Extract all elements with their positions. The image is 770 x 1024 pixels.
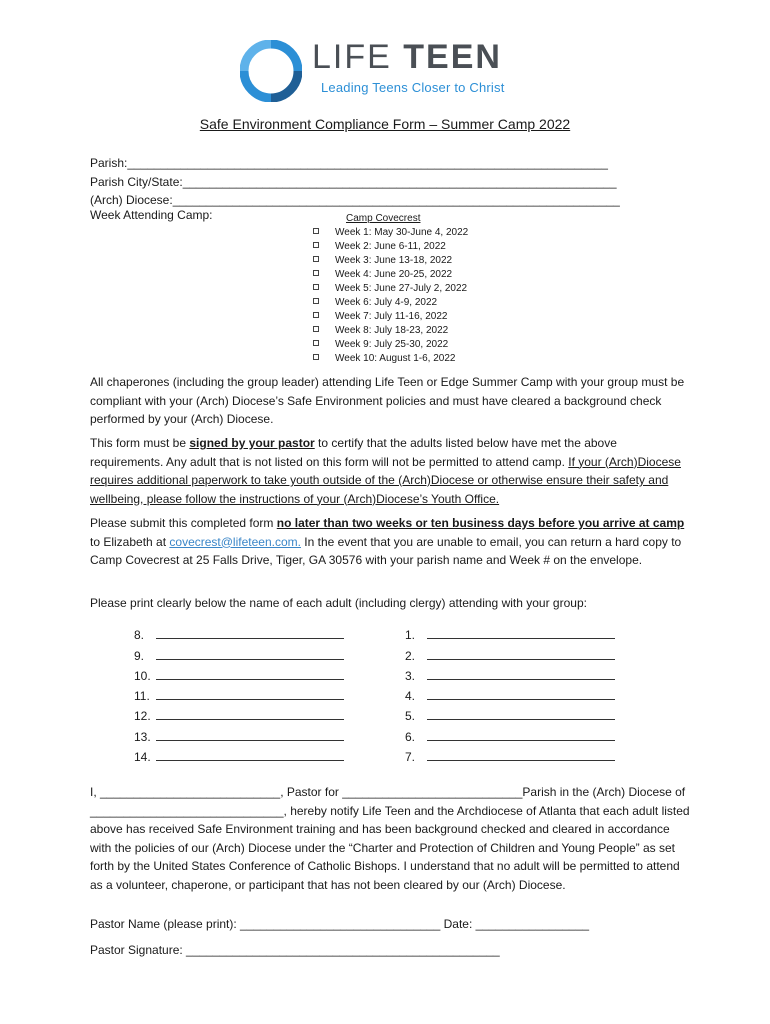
checkbox-icon[interactable] xyxy=(313,228,319,234)
adult-name-line[interactable]: 6. xyxy=(405,730,615,744)
checkbox-icon[interactable] xyxy=(313,270,319,276)
checkbox-icon[interactable] xyxy=(313,354,319,360)
week-option[interactable]: Week 4: June 20-25, 2022 xyxy=(313,269,452,280)
week-option[interactable]: Week 9: July 25-30, 2022 xyxy=(313,339,448,350)
parish-field[interactable]: Parish:________________________________________________________________________ xyxy=(90,156,608,170)
pastor-signature-paragraph: This form must be signed by your pastor to certify that the adults listed below have met the above requirements. Any adult that is not listed on this form will not be permitted to attend camp. If your (Arch)Diocese requires additional paperwork to take youth outside of the (Arch)Diocese or otherwise ensure their safety and wellbeing, please follow the instructions of your (Arch)Diocese’s Youth Office. xyxy=(90,436,681,506)
submission-paragraph: Please submit this completed form no later than two weeks or ten business days before you arrive at camp to Elizabeth at covecrest@lifeteen.com. In the event that you are unable to email, you can return a hard copy to Camp Covecrest at 25 Falls Drive, Tiger, GA 30576 with your parish name and Week # on the envelope. xyxy=(90,516,685,567)
camp-name: Camp Covecrest xyxy=(346,213,421,224)
pastor-signature-field[interactable]: Pastor Signature: _______________________________________________ xyxy=(90,943,500,957)
adult-name-line[interactable]: 13. xyxy=(134,730,344,744)
checkbox-icon[interactable] xyxy=(313,340,319,346)
week-option[interactable]: Week 1: May 30-June 4, 2022 xyxy=(313,227,468,238)
pastor-name-date-field[interactable]: Pastor Name (please print): ______________________________ Date: _________________ xyxy=(90,917,590,931)
checkbox-icon[interactable] xyxy=(313,312,319,318)
adult-name-line[interactable]: 3. xyxy=(405,669,615,683)
print-names-instruction: Please print clearly below the name of each adult (including clergy) attending with your group: xyxy=(90,596,587,610)
pastor-certification-paragraph[interactable]: I, ___________________________, Pastor for ___________________________Parish in the (Arch) Diocese of _____________________________, hereby notify Life Teen and the Archdiocese of Atlanta that each adult listed above has received Safe Environment training and has been background checked and cleared in accordance with the policies of our (Arch) Diocese under the “Charter and Protection of Children and Young People” as set forth by the United States Conference of Catholic Bishops. I understand that no adult will be permitted to attend as a volunteer, chaperone, or participant that has not been cleared by our (Arch) Diocese. xyxy=(90,785,690,892)
week-option[interactable]: Week 2: June 6-11, 2022 xyxy=(313,241,446,252)
checkbox-icon[interactable] xyxy=(313,256,319,262)
form-title: Safe Environment Compliance Form – Summer Camp 2022 xyxy=(199,116,571,132)
adult-name-line[interactable]: 1. xyxy=(405,628,615,642)
adult-name-line[interactable]: 5. xyxy=(405,709,615,723)
email-link[interactable]: covecrest@lifeteen.com. xyxy=(169,534,301,549)
adult-name-line[interactable]: 12. xyxy=(134,709,344,723)
parish-city-state-field[interactable]: Parish City/State:_________________________________________________________________ xyxy=(90,175,617,189)
adult-name-line[interactable]: 7. xyxy=(405,750,615,764)
logo-ring-icon xyxy=(240,40,302,102)
diocese-field[interactable]: (Arch) Diocese:___________________________________________________________________ xyxy=(90,193,620,207)
week-option[interactable]: Week 5: June 27-July 2, 2022 xyxy=(313,283,467,294)
adult-name-line[interactable]: 10. xyxy=(134,669,344,683)
checkbox-icon[interactable] xyxy=(313,284,319,290)
checkbox-icon[interactable] xyxy=(313,242,319,248)
life-teen-logo xyxy=(240,40,540,100)
adult-name-line[interactable]: 4. xyxy=(405,689,615,703)
adult-name-line[interactable]: 8. xyxy=(134,628,344,642)
chaperone-requirements-paragraph: All chaperones (including the group leader) attending Life Teen or Edge Summer Camp with your group must be compliant with your (Arch) Diocese’s Safe Environment policies and must have cleared a background check performed by your (Arch) Diocese. xyxy=(90,375,685,426)
logo-tagline: Leading Teens Closer to Christ xyxy=(321,80,505,95)
checkbox-icon[interactable] xyxy=(313,326,319,332)
week-option[interactable]: Week 3: June 13-18, 2022 xyxy=(313,255,452,266)
adult-name-line[interactable]: 9. xyxy=(134,649,344,663)
week-option[interactable]: Week 8: July 18-23, 2022 xyxy=(313,325,448,336)
week-option[interactable]: Week 6: July 4-9, 2022 xyxy=(313,297,437,308)
checkbox-icon[interactable] xyxy=(313,298,319,304)
week-option[interactable]: Week 7: July 11-16, 2022 xyxy=(313,311,447,322)
adult-name-line[interactable]: 2. xyxy=(405,649,615,663)
adult-name-line[interactable]: 14. xyxy=(134,750,344,764)
logo-title: LIFE TEEN xyxy=(312,38,502,76)
week-attending-label: Week Attending Camp: xyxy=(90,208,213,222)
adult-name-line[interactable]: 11. xyxy=(134,689,344,703)
week-option[interactable]: Week 10: August 1-6, 2022 xyxy=(313,353,455,364)
